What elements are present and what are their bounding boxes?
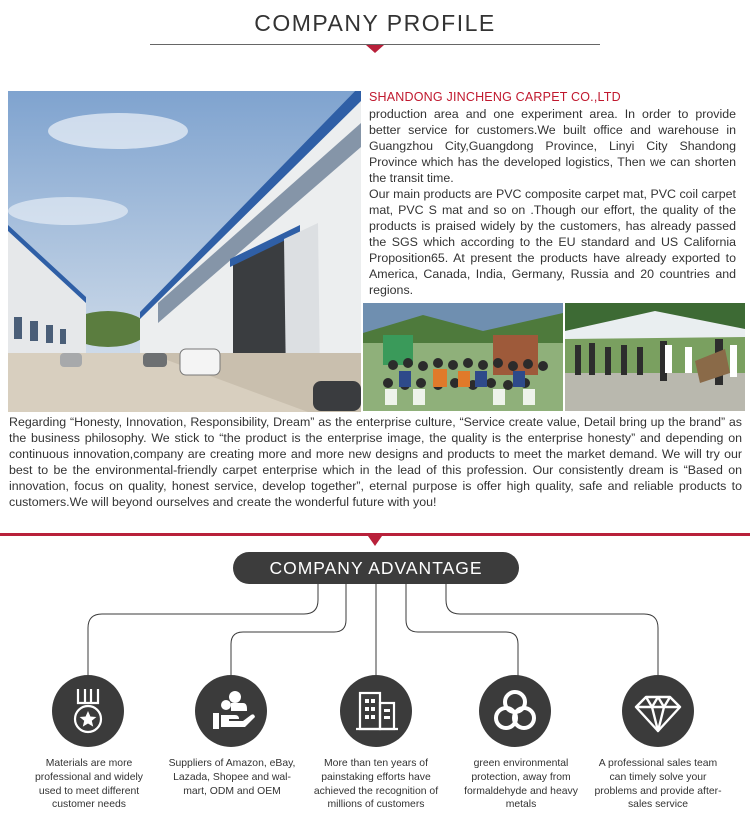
company-advantage-title: COMPANY ADVANTAGE: [233, 552, 519, 584]
intro-paragraph-2: Our main products are PVC composite carpet mat, PVC coil carpet mat, PVC S mat and so on .Though our effort, the quality of the products is praised widely by the customers, has already passed the SGS which according to the EU standard and US California Proposition65. At present the products have already exported to America, Canada, India, Germany, Russia and 20 countries and regions.: [369, 187, 736, 297]
culture-paragraph: Regarding “Honesty, Innovation, Responsibility, Dream” as the enterprise culture, “Service create value, Detail bring up the brand” as the business philosophy. We stick to “the product is the enterprise image, the quality is the enterprise honesty” and depending on continuous innovation,company are creating more and more new designs and products to meet the market demand. We will try our best to be the environmental-friendly carpet enterprise which in the lead of this profession. Our consistently dream is “Based on innovation, focus on quality, honest service, develop together”, eternal purpose is offer high quality, safe and reliable products to customers.We will beyond ourselves and create the wonderful future with you!: [9, 415, 742, 509]
medal-icon: [52, 675, 124, 747]
eco-rings-icon: [479, 675, 551, 747]
advantage-caption: Suppliers of Amazon, eBay, Lazada, Shopee and wal-mart, ODM and OEM: [168, 758, 296, 797]
handshake-icon: [195, 675, 267, 747]
company-profile-title: COMPANY PROFILE: [254, 10, 496, 36]
advantage-caption: Materials are more professional and widely used to meet different customer needs: [34, 758, 143, 811]
advantage-caption: green environmental protection, away from formaldehyde and heavy metals: [464, 758, 578, 811]
intro-paragraph-1: production area and one experiment area. In order to provide better service for customers.We built office and warehouse in Guangzhou City,Guangdong Province, Linyi City Shandong Province which has the developed logistics, Then we can shorten the transit time.: [369, 107, 736, 185]
diamond-icon: [622, 675, 694, 747]
advantage-caption: More than ten years of painstaking efforts have achieved the recognition of millions of customers: [313, 758, 439, 811]
advantage-caption: A professional sales team can timely solve your problems and provide after-sales service: [594, 758, 722, 811]
building-icon: [340, 675, 412, 747]
company-name: SHANDONG JINCHENG CARPET CO.,LTD: [369, 90, 621, 104]
